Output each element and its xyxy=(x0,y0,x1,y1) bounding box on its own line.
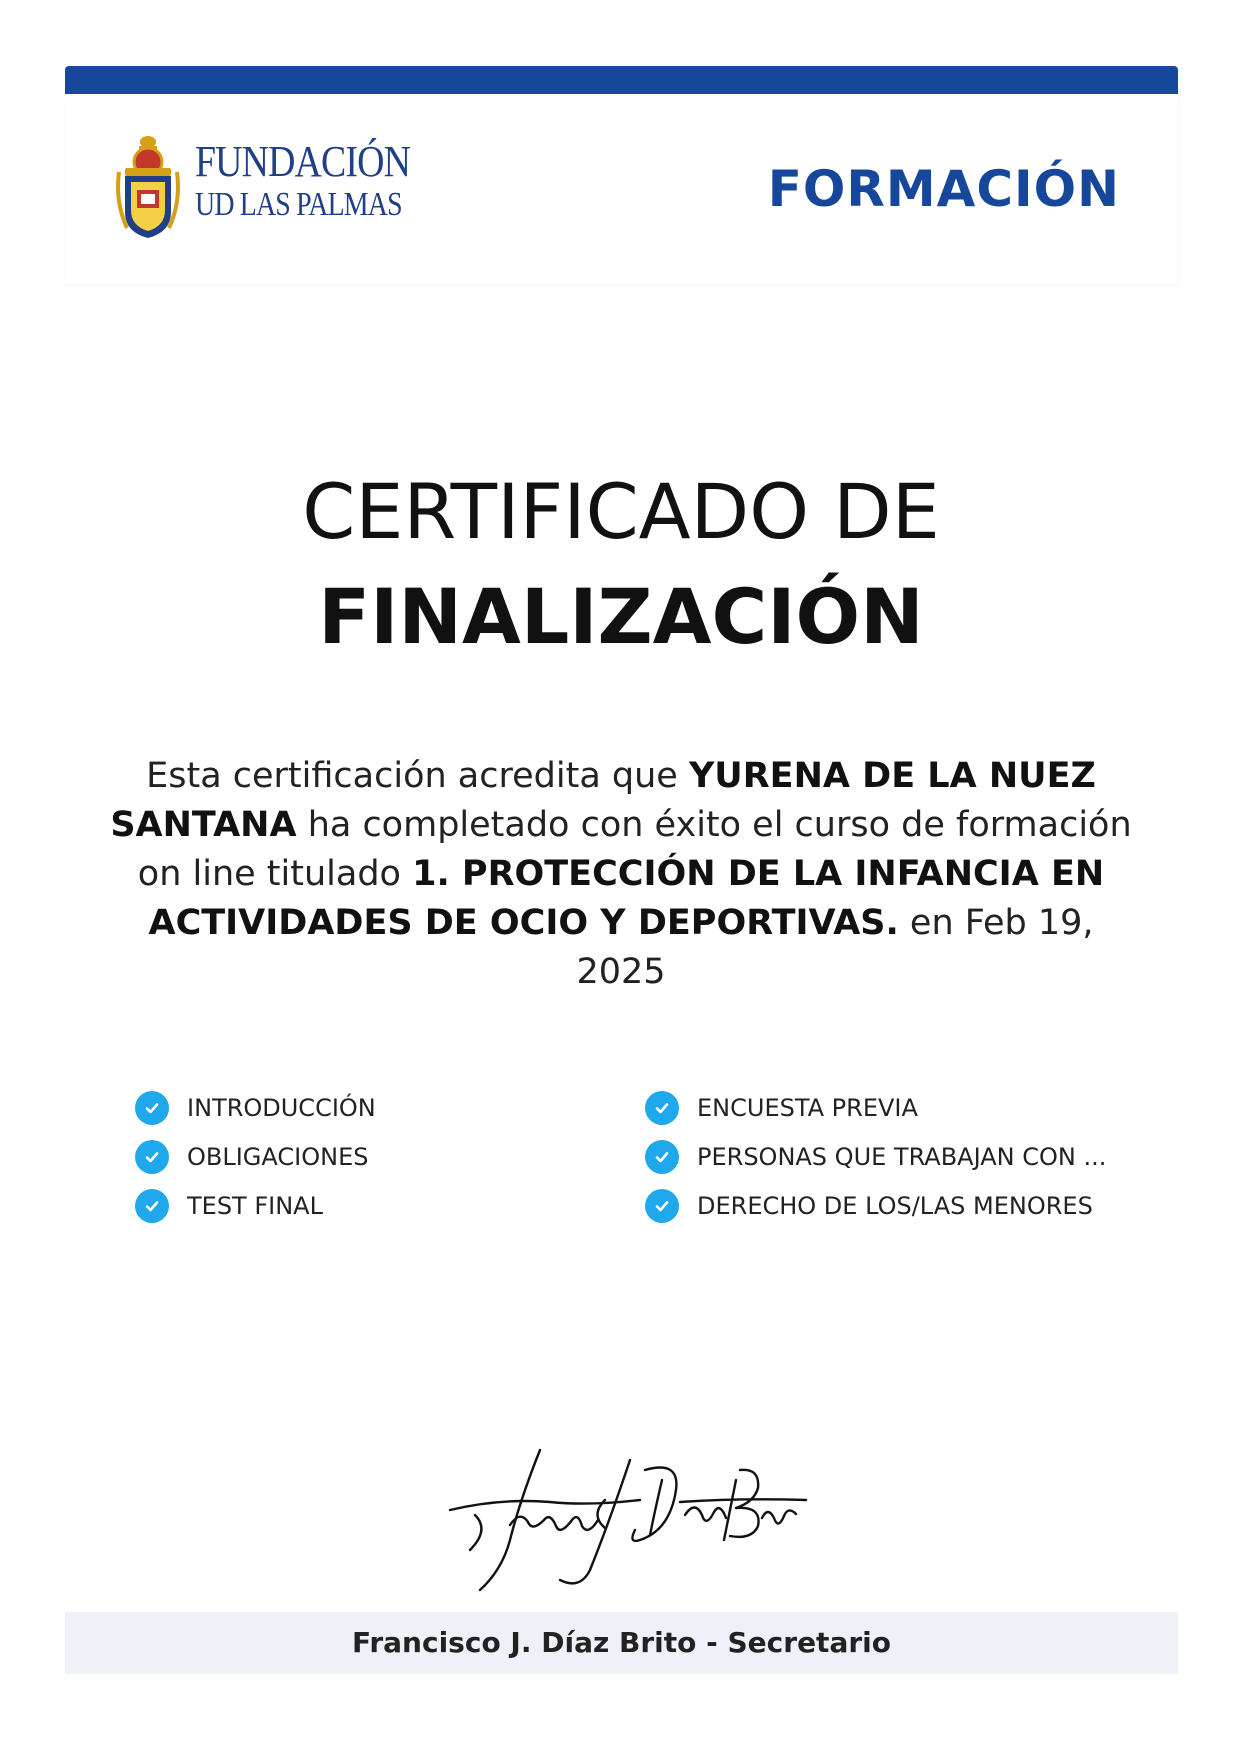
check-circle-icon xyxy=(645,1140,679,1174)
module-label: DERECHO DE LOS/LAS MENORES xyxy=(697,1191,1093,1220)
section-title: FORMACIÓN xyxy=(767,160,1120,218)
module-label: ENCUESTA PREVIA xyxy=(697,1093,918,1122)
module-label: INTRODUCCIÓN xyxy=(187,1093,376,1122)
certificate-header xyxy=(65,94,1178,284)
date-prefix: en xyxy=(898,903,965,943)
completion-date: Feb 19, 2025 xyxy=(576,903,1094,992)
certification-statement xyxy=(110,752,1132,997)
check-circle-icon xyxy=(645,1091,679,1125)
course-title: 1. PROTECCIÓN DE LA INFANCIA EN ACTIVIDADES DE OCIO Y DEPORTIVAS. xyxy=(148,854,1105,943)
module-item xyxy=(135,1083,376,1132)
certificate-title xyxy=(0,462,1242,672)
check-circle-icon xyxy=(135,1140,169,1174)
title-line1: CERTIFICADO DE xyxy=(302,467,940,556)
check-circle-icon xyxy=(645,1189,679,1223)
module-item xyxy=(645,1083,1106,1132)
modules-left-column xyxy=(135,1083,376,1230)
check-circle-icon xyxy=(135,1189,169,1223)
module-item xyxy=(645,1181,1106,1230)
foundation-logo xyxy=(115,132,415,242)
check-circle-icon xyxy=(135,1091,169,1125)
statement-middle: ha completado con éxito el curso de formación on line titulado xyxy=(137,805,1132,894)
module-item xyxy=(135,1132,376,1181)
org-name-line1: FUNDACIÓN xyxy=(195,137,411,186)
module-item xyxy=(135,1181,376,1230)
org-name-line2: UD LAS PALMAS xyxy=(195,186,402,223)
handwritten-signature xyxy=(440,1440,810,1600)
module-label: TEST FINAL xyxy=(187,1191,323,1220)
recipient-name: YURENA DE LA NUEZ SANTANA xyxy=(110,756,1096,845)
top-accent-bar xyxy=(65,66,1178,94)
signer-caption: Francisco J. Díaz Brito - Secretario xyxy=(65,1612,1178,1674)
statement-intro: Esta certificación acredita que xyxy=(146,756,689,796)
crest-icon xyxy=(115,132,181,240)
module-label: PERSONAS QUE TRABAJAN CON ... xyxy=(697,1142,1107,1171)
module-item xyxy=(645,1132,1106,1181)
completed-modules xyxy=(135,1083,1125,1243)
modules-right-column xyxy=(645,1083,1106,1230)
title-line2: FINALIZACIÓN xyxy=(318,572,924,661)
module-label: OBLIGACIONES xyxy=(187,1142,369,1171)
